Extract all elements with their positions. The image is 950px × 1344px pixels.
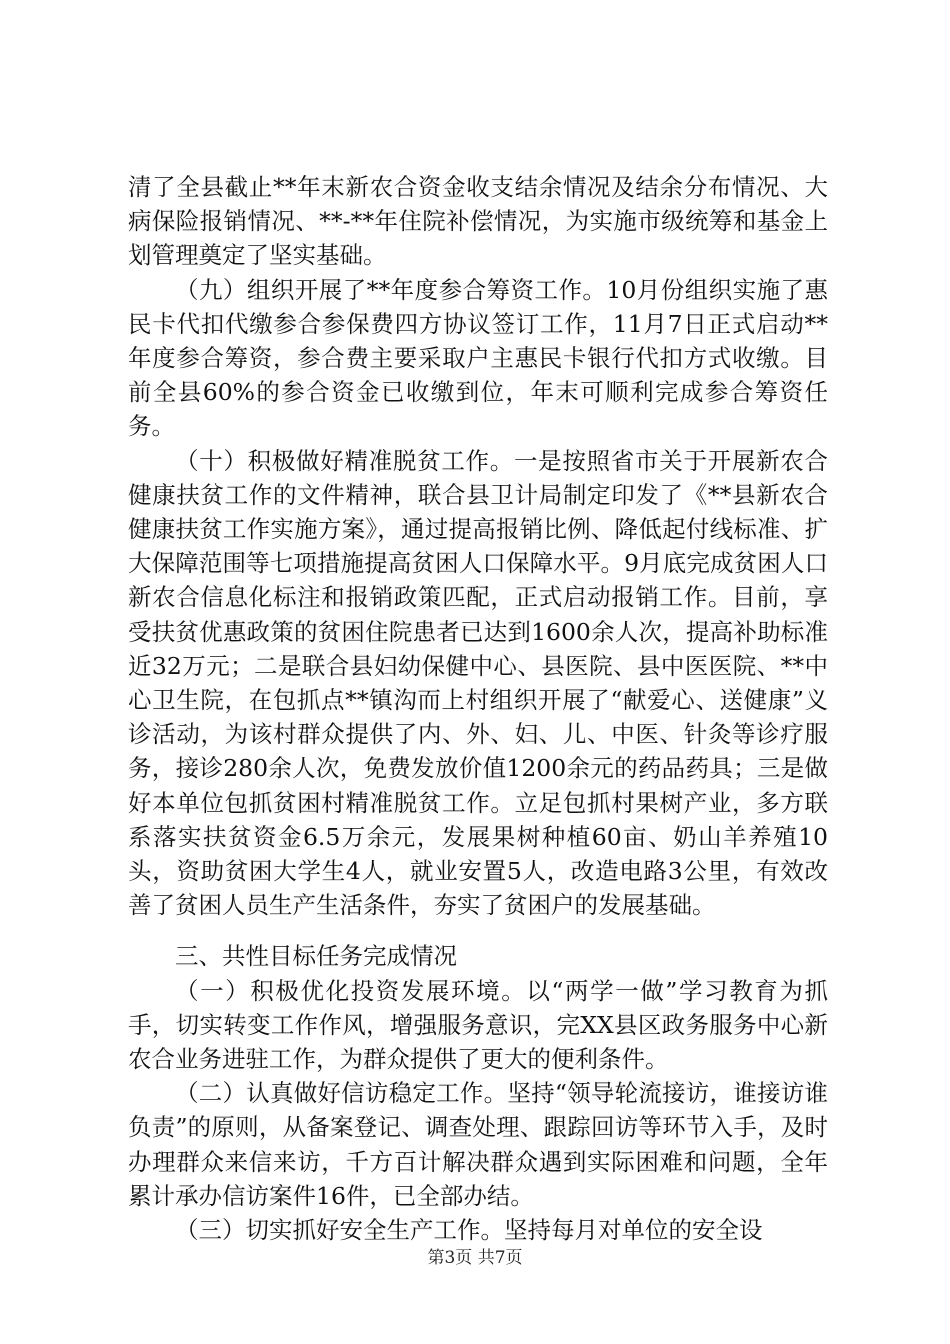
paragraph-item-ten: （十）积极做好精准脱贫工作。一是按照省市关于开展新农合健康扶贫工作的文件精神，联合县卫计局制定印发了《**县新农合健康扶贫工作实施方案》，通过提高报销比例、降低起付线标准、扩大保障范围等七项措施提高贫困人口保障水平。9月底完成贫困人口新农合信息化标注和报销政策匹配，正式启动报销工作。目前，享受扶贫优惠政策的贫困住院患者已达到1600余人次，提高补助标准近32万元；二是联合县妇幼保健中心、县医院、县中医医院、**中心卫生院，在包抓点**镇沟而上村组织开展了“献爱心、送健康”义诊活动，为该村群众提供了内、外、妇、儿、中医、针灸等诊疗服务，接诊280余人次，免费发放价值1200余元的药品药具；三是做好本单位包抓贫困村精准脱贫工作。立足包抓村果树产业，多方联系落实扶贫资金6.5万余元，发展果树种植60亩、奶山羊养殖10头，资助贫困大学生4人，就业安置5人，改造电路3公里，有效改善了贫困人员生产生活条件，夯实了贫困户的发展基础。 <box>128 446 828 920</box>
paragraph-section-item-three: （三）切实抓好安全生产工作。坚持每月对单位的安全设 <box>175 1216 763 1245</box>
paragraph-section-item-one: （一）积极优化投资发展环境。以“两学一做”学习教育为抓手，切实转变工作作风，增强服务意识，完XX县区政务服务中心新农合业务进驻工作，为群众提供了更大的便利条件。 <box>128 976 828 1074</box>
paragraph-item-nine: （九）组织开展了**年度参合筹资工作。10月份组织实施了惠民卡代扣代缴参合参保费四方协议签订工作，11月7日正式启动**年度参合筹资，参合费主要采取户主惠民卡银行代扣方式收缴。目前全县60%的参合资金已收缴到位，年末可顺利完成参合筹资任务。 <box>128 275 828 441</box>
section-heading: 三、共性目标任务完成情况 <box>175 942 457 971</box>
paragraph-continuation: 清了全县截止**年末新农合资金收支结余情况及结余分布情况、大病保险报销情况、**-**年住院补偿情况，为实施市级统筹和基金上划管理奠定了坚实基础。 <box>128 173 828 270</box>
paragraph-section-item-two: （二）认真做好信访稳定工作。坚持“领导轮流接访，谁接访谁负责”的原则，从备案登记、调查处理、跟踪回访等环节入手，及时办理群众来信来访，千方百计解决群众遇到实际困难和问题，全年累计承办信访案件16件，已全部办结。 <box>128 1079 828 1210</box>
document-page <box>128 170 828 1247</box>
page-footer: 第3页 共7页 <box>427 1248 523 1268</box>
